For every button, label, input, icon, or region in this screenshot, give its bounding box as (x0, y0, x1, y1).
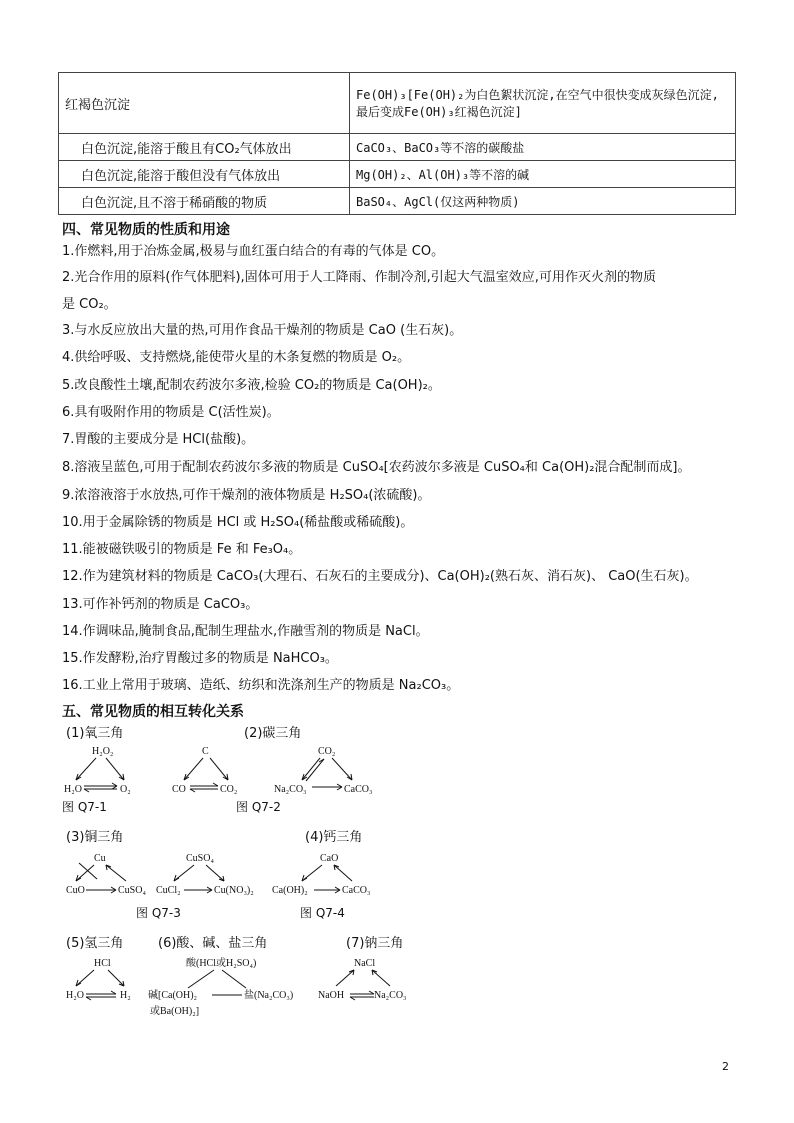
diagram-label-acid-base-salt: (6)酸、碱、盐三角 (158, 936, 268, 951)
table-cell-note: BaSO₄、AgCl(仅这两种物质) (350, 188, 736, 215)
node-left: H₂O (64, 784, 82, 795)
list-item: 6.具有吸附作用的物质是 C(活性炭)。 (62, 405, 280, 420)
node-right: CaCO₃ (344, 784, 373, 795)
copper-triangle-a (64, 847, 164, 902)
precipitate-table (58, 72, 736, 215)
diagram-label-carbon: (2)碳三角 (244, 726, 302, 741)
table-cell-desc: 白色沉淀,能溶于酸但没有气体放出 (59, 161, 350, 188)
diagram-label-calcium: (4)钙三角 (305, 830, 363, 845)
table-row (59, 161, 736, 188)
table-cell-note: Mg(OH)₂、Al(OH)₃等不溶的碱 (350, 161, 736, 188)
node-left: Ca(OH)₂ (272, 885, 308, 896)
node-left: CO (172, 784, 186, 795)
copper-triangle-b (154, 847, 274, 902)
node-top: Cu (94, 853, 106, 864)
list-item: 15.作发酵粉,治疗胃酸过多的物质是 NaHCO₃。 (62, 651, 338, 666)
list-item: 11.能被磁铁吸引的物质是 Fe 和 Fe₃O₄。 (62, 542, 302, 557)
node-top: HCl (94, 958, 111, 969)
figure-caption: 图 Q7-3 (136, 906, 181, 920)
figure-caption: 图 Q7-1 (62, 800, 107, 814)
sodium-triangle (316, 952, 426, 1007)
node-left: CuO (66, 885, 85, 896)
node-right: O₂ (120, 784, 131, 795)
node-top: CaO (320, 853, 339, 864)
node-left: Na₂CO₃ (274, 784, 307, 795)
node-top: CuSO₄ (186, 853, 214, 864)
node-right: 盐(Na₂CO₃) (244, 990, 294, 1001)
diagram-label-copper: (3)铜三角 (66, 830, 124, 845)
node-left: 碱[Ca(OH)₂ (148, 990, 198, 1001)
table-cell-note: CaCO₃、BaCO₃等不溶的碳酸盐 (350, 134, 736, 161)
list-item: 12.作为建筑材料的物质是 CaCO₃(大理石、石灰石的主要成分)、Ca(OH)₂(熟石灰、消石灰)、 CaO(生石灰)。 (62, 569, 698, 584)
table-row (59, 188, 736, 215)
node-right: H₂ (120, 990, 131, 1001)
list-item: 4.供给呼吸、支持燃烧,能使带火星的木条复燃的物质是 O₂。 (62, 350, 411, 365)
node-right: CaCO₃ (342, 885, 371, 896)
node-top: C (202, 746, 209, 757)
list-item: 14.作调味品,腌制食品,配制生理盐水,作融雪剂的物质是 NaCl。 (62, 624, 429, 639)
node-top: CO₂ (318, 746, 336, 757)
node-right: Cu(NO₃)₂ (214, 885, 254, 896)
list-item: 是 CO₂。 (62, 297, 117, 312)
node-left-2: 或Ba(OH)₂] (150, 1006, 200, 1017)
table-cell-note: Fe(OH)₃[Fe(OH)₂为白色絮状沉淀,在空气中很快变成灰绿色沉淀,最后变成Fe(OH)₃红褐色沉淀] (350, 73, 736, 134)
acid-base-salt-triangle (146, 952, 296, 1022)
diagram-label-oxygen: (1)氧三角 (66, 726, 124, 741)
list-item: 8.溶液呈蓝色,可用于配制农药波尔多液的物质是 CuSO₄[农药波尔多液是 CuSO₄和 Ca(OH)₂混合配制而成]。 (62, 460, 691, 475)
list-item: 9.浓溶液溶于水放热,可作干燥剂的液体物质是 H₂SO₄(浓硫酸)。 (62, 488, 431, 503)
node-right: CO₂ (220, 784, 238, 795)
carbon-triangle-b (272, 742, 382, 797)
list-item: 1.作燃料,用于冶炼金属,极易与血红蛋白结合的有毒的气体是 CO。 (62, 244, 445, 259)
table-cell-desc: 红褐色沉淀 (59, 73, 350, 134)
list-item: 3.与水反应放出大量的热,可用作食品干燥剂的物质是 CaO (生石灰)。 (62, 323, 463, 338)
diagram-label-hydrogen: (5)氢三角 (66, 936, 124, 951)
calcium-triangle (270, 847, 390, 902)
page-number: 2 (722, 1060, 729, 1073)
list-item: 10.用于金属除锈的物质是 HCl 或 H₂SO₄(稀盐酸或稀硫酸)。 (62, 515, 414, 530)
oxygen-triangle-diagram (62, 742, 142, 797)
node-left: NaOH (318, 990, 345, 1001)
section-heading: 四、常见物质的性质和用途 (62, 222, 230, 238)
list-item: 13.可作补钙剂的物质是 CaCO₃。 (62, 597, 259, 612)
node-left: CuCl₂ (156, 885, 181, 896)
node-right: Na₂CO₃ (374, 990, 407, 1001)
hydrogen-triangle (64, 952, 144, 1007)
figure-caption: 图 Q7-2 (236, 800, 281, 814)
table-row (59, 73, 736, 134)
node-right: CuSO₄ (118, 885, 146, 896)
carbon-triangle-a (170, 742, 250, 797)
list-item: 16.工业上常用于玻璃、造纸、纺织和洗涤剂生产的物质是 Na₂CO₃。 (62, 678, 460, 693)
table-row (59, 134, 736, 161)
list-item: 7.胃酸的主要成分是 HCl(盐酸)。 (62, 432, 255, 447)
figure-caption: 图 Q7-4 (300, 906, 345, 920)
table-cell-desc: 白色沉淀,且不溶于稀硝酸的物质 (59, 188, 350, 215)
diagram-label-sodium: (7)钠三角 (346, 936, 404, 951)
section-heading: 五、常见物质的相互转化关系 (62, 704, 244, 720)
node-top: NaCl (354, 958, 376, 969)
table-cell-desc: 白色沉淀,能溶于酸且有CO₂气体放出 (59, 134, 350, 161)
node-top: 酸(HCl或H₂SO₄) (186, 958, 257, 969)
list-item: 2.光合作用的原料(作气体肥料),固体可用于人工降雨、作制冷剂,引起大气温室效应,可用作灭火剂的物质 (62, 270, 656, 285)
list-item: 5.改良酸性土壤,配制农药波尔多液,检验 CO₂的物质是 Ca(OH)₂。 (62, 378, 441, 393)
node-top: H₂O₂ (92, 746, 114, 757)
node-left: H₂O (66, 990, 84, 1001)
